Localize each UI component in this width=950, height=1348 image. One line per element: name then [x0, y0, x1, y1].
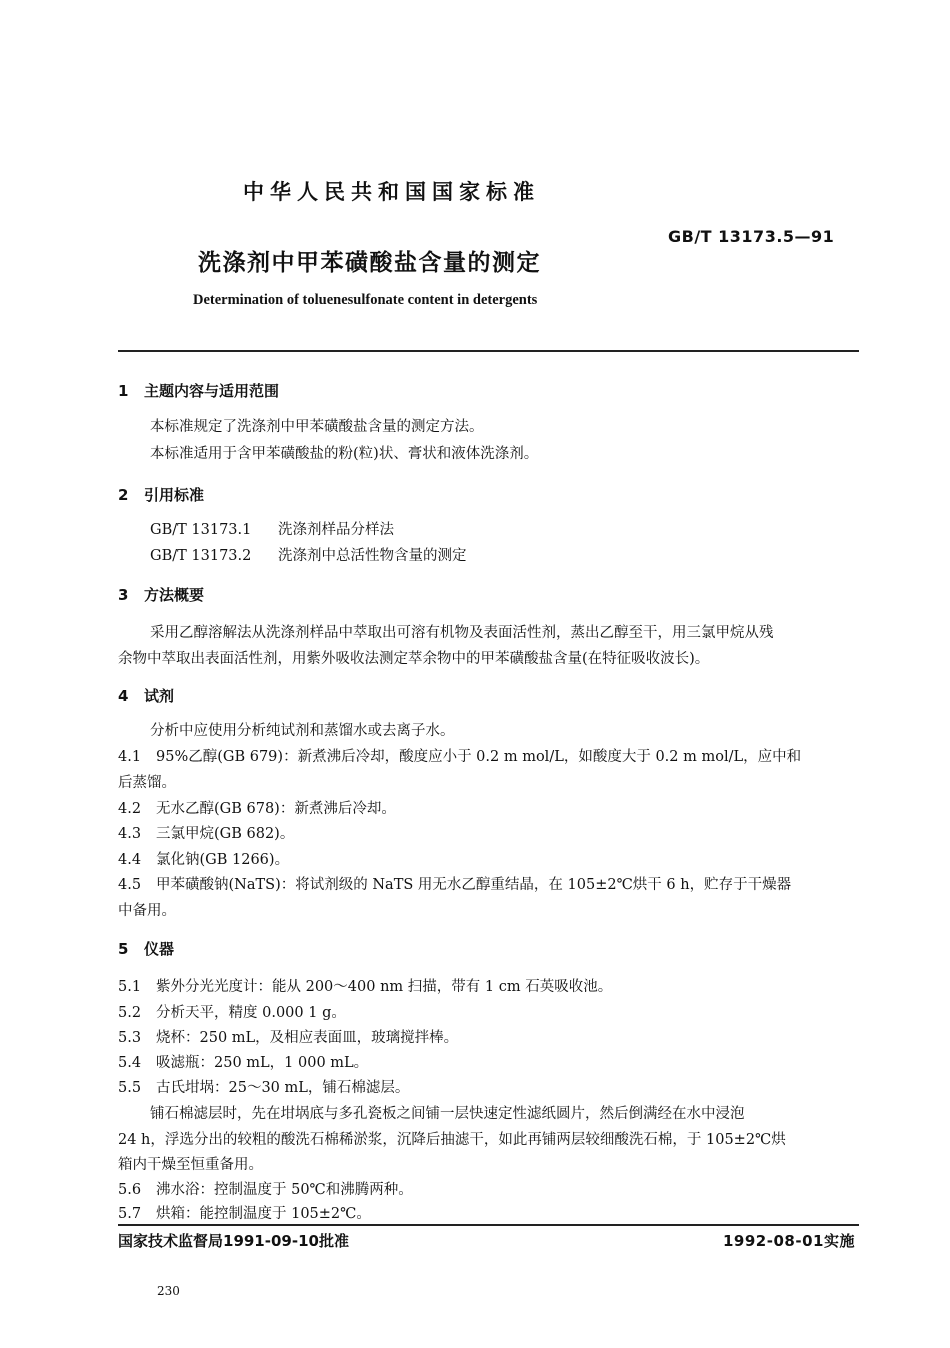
- reference-1: [150, 518, 394, 539]
- section-number: 1: [118, 382, 129, 400]
- item-number: 4.3: [118, 826, 142, 842]
- item-4-1-cont: 后蒸馏。: [118, 775, 176, 791]
- reference-title: 洗涤剂样品分样法: [278, 522, 394, 538]
- item-5-6: [118, 1178, 413, 1199]
- item-4-5: [118, 873, 791, 894]
- section-4-heading: [118, 685, 174, 706]
- standard-code: GB/T 13173.5—91: [668, 227, 835, 246]
- item-5-4: [118, 1051, 368, 1072]
- item-number: 5.1: [118, 979, 142, 995]
- item-5-2: [118, 1001, 346, 1022]
- item-4-2: [118, 797, 396, 818]
- section-3-heading: [118, 584, 204, 605]
- reference-code: GB/T 13173.2: [150, 548, 252, 564]
- item-4-4: [118, 848, 289, 869]
- item-text: 古氏坩埚：25～30 mL，铺石棉滤层。: [156, 1080, 410, 1096]
- item-number: 5.3: [118, 1030, 142, 1046]
- s3-line-2: 余物中萃取出表面活性剂，用紫外吸收法测定萃余物中的甲苯磺酸盐含量(在特征吸收波长)。: [118, 651, 710, 667]
- item-5-5: [118, 1076, 409, 1097]
- item-5-3: [118, 1026, 458, 1047]
- item-number: 4.2: [118, 801, 142, 817]
- section-title: 主题内容与适用范围: [144, 382, 280, 400]
- s5-para-line-1: 铺石棉滤层时，先在坩埚底与多孔瓷板之间铺一层快速定性滤纸圆片，然后倒满经在水中浸泡: [150, 1106, 745, 1122]
- item-number: 4.1: [118, 749, 142, 765]
- section-number: 4: [118, 687, 129, 705]
- item-number: 5.7: [118, 1206, 142, 1222]
- item-text: 氯化钠(GB 1266)。: [156, 852, 290, 868]
- top-rule: [118, 350, 859, 352]
- title-chinese: 洗涤剂中甲苯磺酸盐含量的测定: [198, 250, 541, 276]
- item-text: 沸水浴：控制温度于 50℃和沸腾两种。: [156, 1182, 413, 1198]
- item-text: 烘箱：能控制温度于 105±2℃。: [156, 1206, 371, 1222]
- item-4-3: [118, 822, 294, 843]
- s3-line-1: 采用乙醇溶解法从洗涤剂样品中萃取出可溶有机物及表面活性剂，蒸出乙醇至干，用三氯甲烷从残: [150, 625, 774, 641]
- item-text: 甲苯磺酸钠(NaTS)：将试剂级的 NaTS 用无水乙醇重结晶，在 105±2℃烘干 6 h，贮存于干燥器: [156, 877, 792, 893]
- s4-intro: 分析中应使用分析纯试剂和蒸馏水或去离子水。: [150, 723, 455, 739]
- title-english: Determination of toluenesulfonate content in detergents: [193, 292, 538, 308]
- effective-date: 1992-08-01实施: [723, 1232, 855, 1250]
- item-number: 4.4: [118, 852, 142, 868]
- approval-note: 国家技术监督局1991-09-10批准: [118, 1232, 349, 1250]
- section-title: 引用标准: [144, 486, 205, 504]
- item-number: 5.2: [118, 1005, 142, 1021]
- item-text: 紫外分光光度计：能从 200～400 nm 扫描，带有 1 cm 石英吸收池。: [156, 979, 613, 995]
- s1-paragraph-1: 本标准规定了洗涤剂中甲苯磺酸盐含量的测定方法。: [150, 419, 484, 435]
- section-number: 3: [118, 586, 129, 604]
- s1-paragraph-2: 本标准适用于含甲苯磺酸盐的粉(粒)状、膏状和液体洗涤剂。: [150, 446, 539, 462]
- item-number: 5.6: [118, 1182, 142, 1198]
- section-number: 2: [118, 486, 129, 504]
- item-text: 吸滤瓶：250 mL，1 000 mL。: [156, 1055, 369, 1071]
- item-text: 分析天平，精度 0.000 1 g。: [156, 1005, 346, 1021]
- section-title: 试剂: [144, 687, 175, 705]
- section-title: 仪器: [144, 940, 175, 958]
- item-text: 三氯甲烷(GB 682)。: [156, 826, 295, 842]
- s5-para-line-3: 箱内干燥至恒重备用。: [118, 1157, 263, 1173]
- item-number: 4.5: [118, 877, 142, 893]
- section-title: 方法概要: [144, 586, 205, 604]
- reference-title: 洗涤剂中总活性物含量的测定: [278, 548, 467, 564]
- item-text: 烧杯：250 mL，及相应表面皿，玻璃搅拌棒。: [156, 1030, 459, 1046]
- item-4-1: [118, 745, 801, 766]
- reference-code: GB/T 13173.1: [150, 522, 252, 538]
- item-5-7: [118, 1202, 371, 1223]
- section-number: 5: [118, 940, 129, 958]
- national-standard-heading: 中华人民共和国国家标准: [243, 180, 540, 204]
- item-number: 5.5: [118, 1080, 142, 1096]
- section-1-heading: [118, 380, 279, 401]
- item-number: 5.4: [118, 1055, 142, 1071]
- bottom-rule: [118, 1224, 859, 1226]
- item-text: 无水乙醇(GB 678)：新煮沸后冷却。: [156, 801, 396, 817]
- item-text: 95%乙醇(GB 679)：新煮沸后冷却，酸度应小于 0.2 m mol/L，如酸度大于 0.2 m mol/L，应中和: [156, 749, 802, 765]
- item-5-1: [118, 975, 612, 996]
- section-2-heading: [118, 484, 204, 505]
- page-number: 230: [157, 1284, 180, 1298]
- item-4-5-cont: 中备用。: [118, 903, 176, 919]
- reference-2: [150, 544, 467, 565]
- section-5-heading: [118, 938, 174, 959]
- s5-para-line-2: 24 h，浮选分出的较粗的酸洗石棉稀淤浆，沉降后抽滤干，如此再铺两层较细酸洗石棉，于 105±2℃烘: [118, 1132, 786, 1148]
